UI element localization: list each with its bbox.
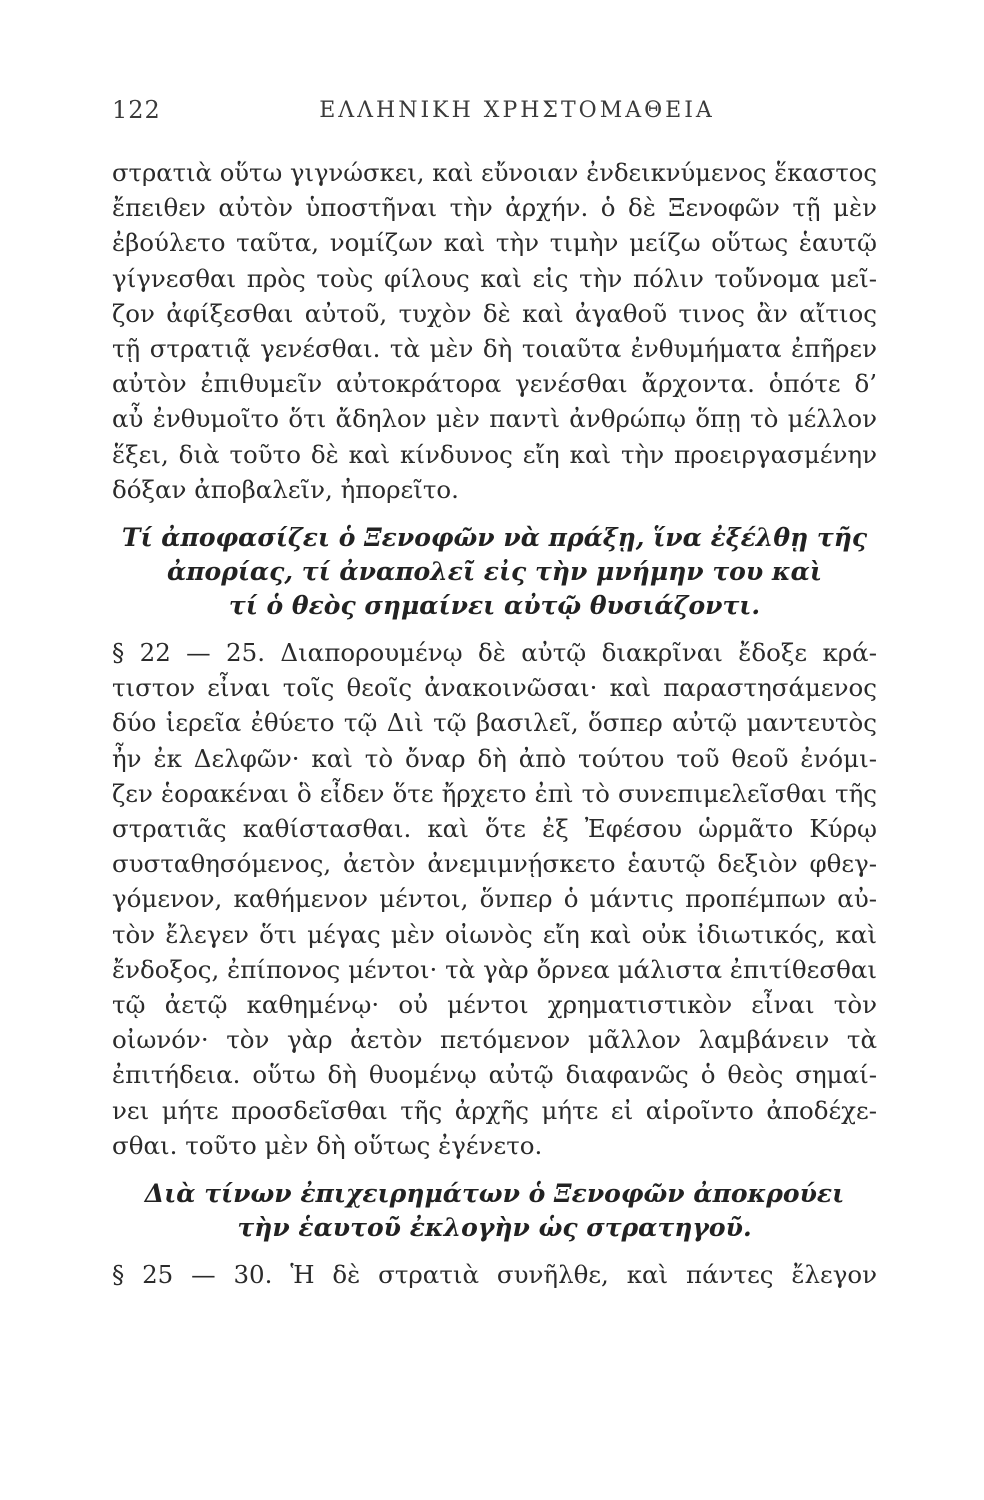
text-line: γόμενον, καθήμενον μέντοι, ὅνπερ ὁ μάντις προπέμπων αὐ- — [112, 884, 877, 914]
text-line: ἐπιτήδεια. οὕτω δὴ θυομένῳ αὐτῷ διαφανῶς ὁ θεὸς σημαί- — [112, 1060, 877, 1090]
text-line: δύο ἱερεῖα ἐθύετο τῷ Διὶ τῷ βασιλεῖ, ὅσπερ αὐτῷ μαντευτὸς — [112, 708, 877, 738]
text-line: ἔπειθεν αὐτὸν ὑποστῆναι τὴν ἀρχήν. ὁ δὲ Ξενοφῶν τῇ μὲν — [112, 193, 877, 223]
text-line: τιστον εἶναι τοῖς θεοῖς ἀνακοινῶσαι· καὶ παραστησάμενος — [112, 673, 877, 703]
text-line: τῇ στρατιᾷ γενέσθαι. τὰ μὲν δὴ τοιαῦτα ἐνθυμήματα ἐπῆρεν — [112, 334, 877, 364]
text-line: αὖ ἐνθυμοῖτο ὅτι ἄδηλον μὲν παντὶ ἀνθρώπῳ ὅπῃ τὸ μέλλον — [112, 404, 877, 434]
paragraph-3 — [112, 1257, 877, 1292]
study-question-2 — [112, 1177, 877, 1245]
question-line: τὴν ἑαυτοῦ ἐκλογὴν ὡς στρατηγοῦ. — [237, 1213, 752, 1243]
question-line: Τί ἀποφασίζει ὁ Ξενοφῶν νὰ πράξῃ, ἵνα ἐξέλθῃ τῆς — [121, 523, 868, 553]
page-number: 122 — [112, 96, 161, 124]
text-line: συσταθησόμενος, ἀετὸν ἀνεμιμνῄσκετο ἑαυτῷ δεξιὸν φθεγ- — [112, 849, 877, 879]
text-line: γίγνεσθαι πρὸς τοὺς φίλους καὶ εἰς τὴν πόλιν τοὔνομα μεῖ- — [112, 263, 877, 293]
text-line: § 22 — 25. Διαπορουμένῳ δὲ αὐτῷ διακρῖναι ἔδοξε κρά- — [112, 638, 877, 668]
text-line: ἕξει, διὰ τοῦτο δὲ καὶ κίνδυνος εἴη καὶ τὴν προειργασμένην — [112, 439, 877, 469]
question-line: ἀπορίας, τί ἀναπολεῖ εἰς τὴν μνήμην του καὶ — [167, 557, 822, 587]
question-line: τί ὁ θεὸς σημαίνει αὐτῷ θυσιάζοντι. — [228, 591, 761, 621]
text-line: ζον ἀφίξεσθαι αὐτοῦ, τυχὸν δὲ καὶ ἀγαθοῦ τινος ἂν αἴτιος — [112, 298, 877, 328]
text-line: ἔνδοξος, ἐπίπονος μέντοι· τὰ γὰρ ὄρνεα μάλιστα ἐπιτίθεσθαι — [112, 954, 877, 984]
text-line: § 25 — 30. Ἡ δὲ στρατιὰ συνῆλθε, καὶ πάντες ἔλεγον — [112, 1260, 877, 1290]
text-line: ζεν ἑορακέναι ὃ εἶδεν ὅτε ἤρχετο ἐπὶ τὸ συνεπιμελεῖσθαι τῆς — [112, 778, 877, 808]
body-text — [112, 155, 877, 1292]
text-line: δόξαν ἀποβαλεῖν, ἠπορεῖτο. — [112, 474, 459, 504]
text-line: οἰωνόν· τὸν γὰρ ἀετὸν πετόμενον μᾶλλον λαμβάνειν τὰ — [112, 1025, 877, 1055]
text-line: ἦν ἐκ Δελφῶν· καὶ τὸ ὄναρ δὴ ἀπὸ τούτου τοῦ θεοῦ ἐνόμι- — [112, 743, 877, 773]
page-header — [112, 96, 882, 136]
text-line: νει μήτε προσδεῖσθαι τῆς ἀρχῆς μήτε εἰ αἱροῖντο ἀποδέχε- — [112, 1095, 877, 1125]
paragraph-2 — [112, 635, 877, 1163]
text-line: στρατιᾶς καθίστασθαι. καὶ ὅτε ἐξ Ἐφέσου ὡρμᾶτο Κύρῳ — [112, 814, 877, 844]
paragraph-1 — [112, 155, 877, 507]
text-line: αὐτὸν ἐπιθυμεῖν αὐτοκράτορα γενέσθαι ἄρχοντα. ὁπότε δ’ — [112, 369, 877, 399]
study-question-1 — [112, 521, 877, 623]
text-line: ἐβούλετο ταῦτα, νομίζων καὶ τὴν τιμὴν μείζω οὕτως ἑαυτῷ — [112, 228, 877, 258]
text-line: στρατιὰ οὕτω γιγνώσκει, καὶ εὔνοιαν ἐνδεικνύμενος ἕκαστος — [112, 158, 877, 187]
text-line: τὸν ἔλεγεν ὅτι μέγας μὲν οἰωνὸς εἴη καὶ οὐκ ἰδιωτικός, καὶ — [112, 919, 877, 949]
text-line: τῷ ἀετῷ καθημένῳ· οὐ μέντοι χρηματιστικὸν εἶναι τὸν — [112, 990, 877, 1020]
running-title: ΕΛΛΗΝΙΚΗ ΧΡΗΣΤΟΜΑΘΕΙΑ — [319, 98, 715, 123]
text-line: σθαι. τοῦτο μὲν δὴ οὕτως ἐγένετο. — [112, 1130, 543, 1160]
question-line: Διὰ τίνων ἐπιχειρημάτων ὁ Ξενοφῶν ἀποκρούει — [144, 1179, 845, 1209]
